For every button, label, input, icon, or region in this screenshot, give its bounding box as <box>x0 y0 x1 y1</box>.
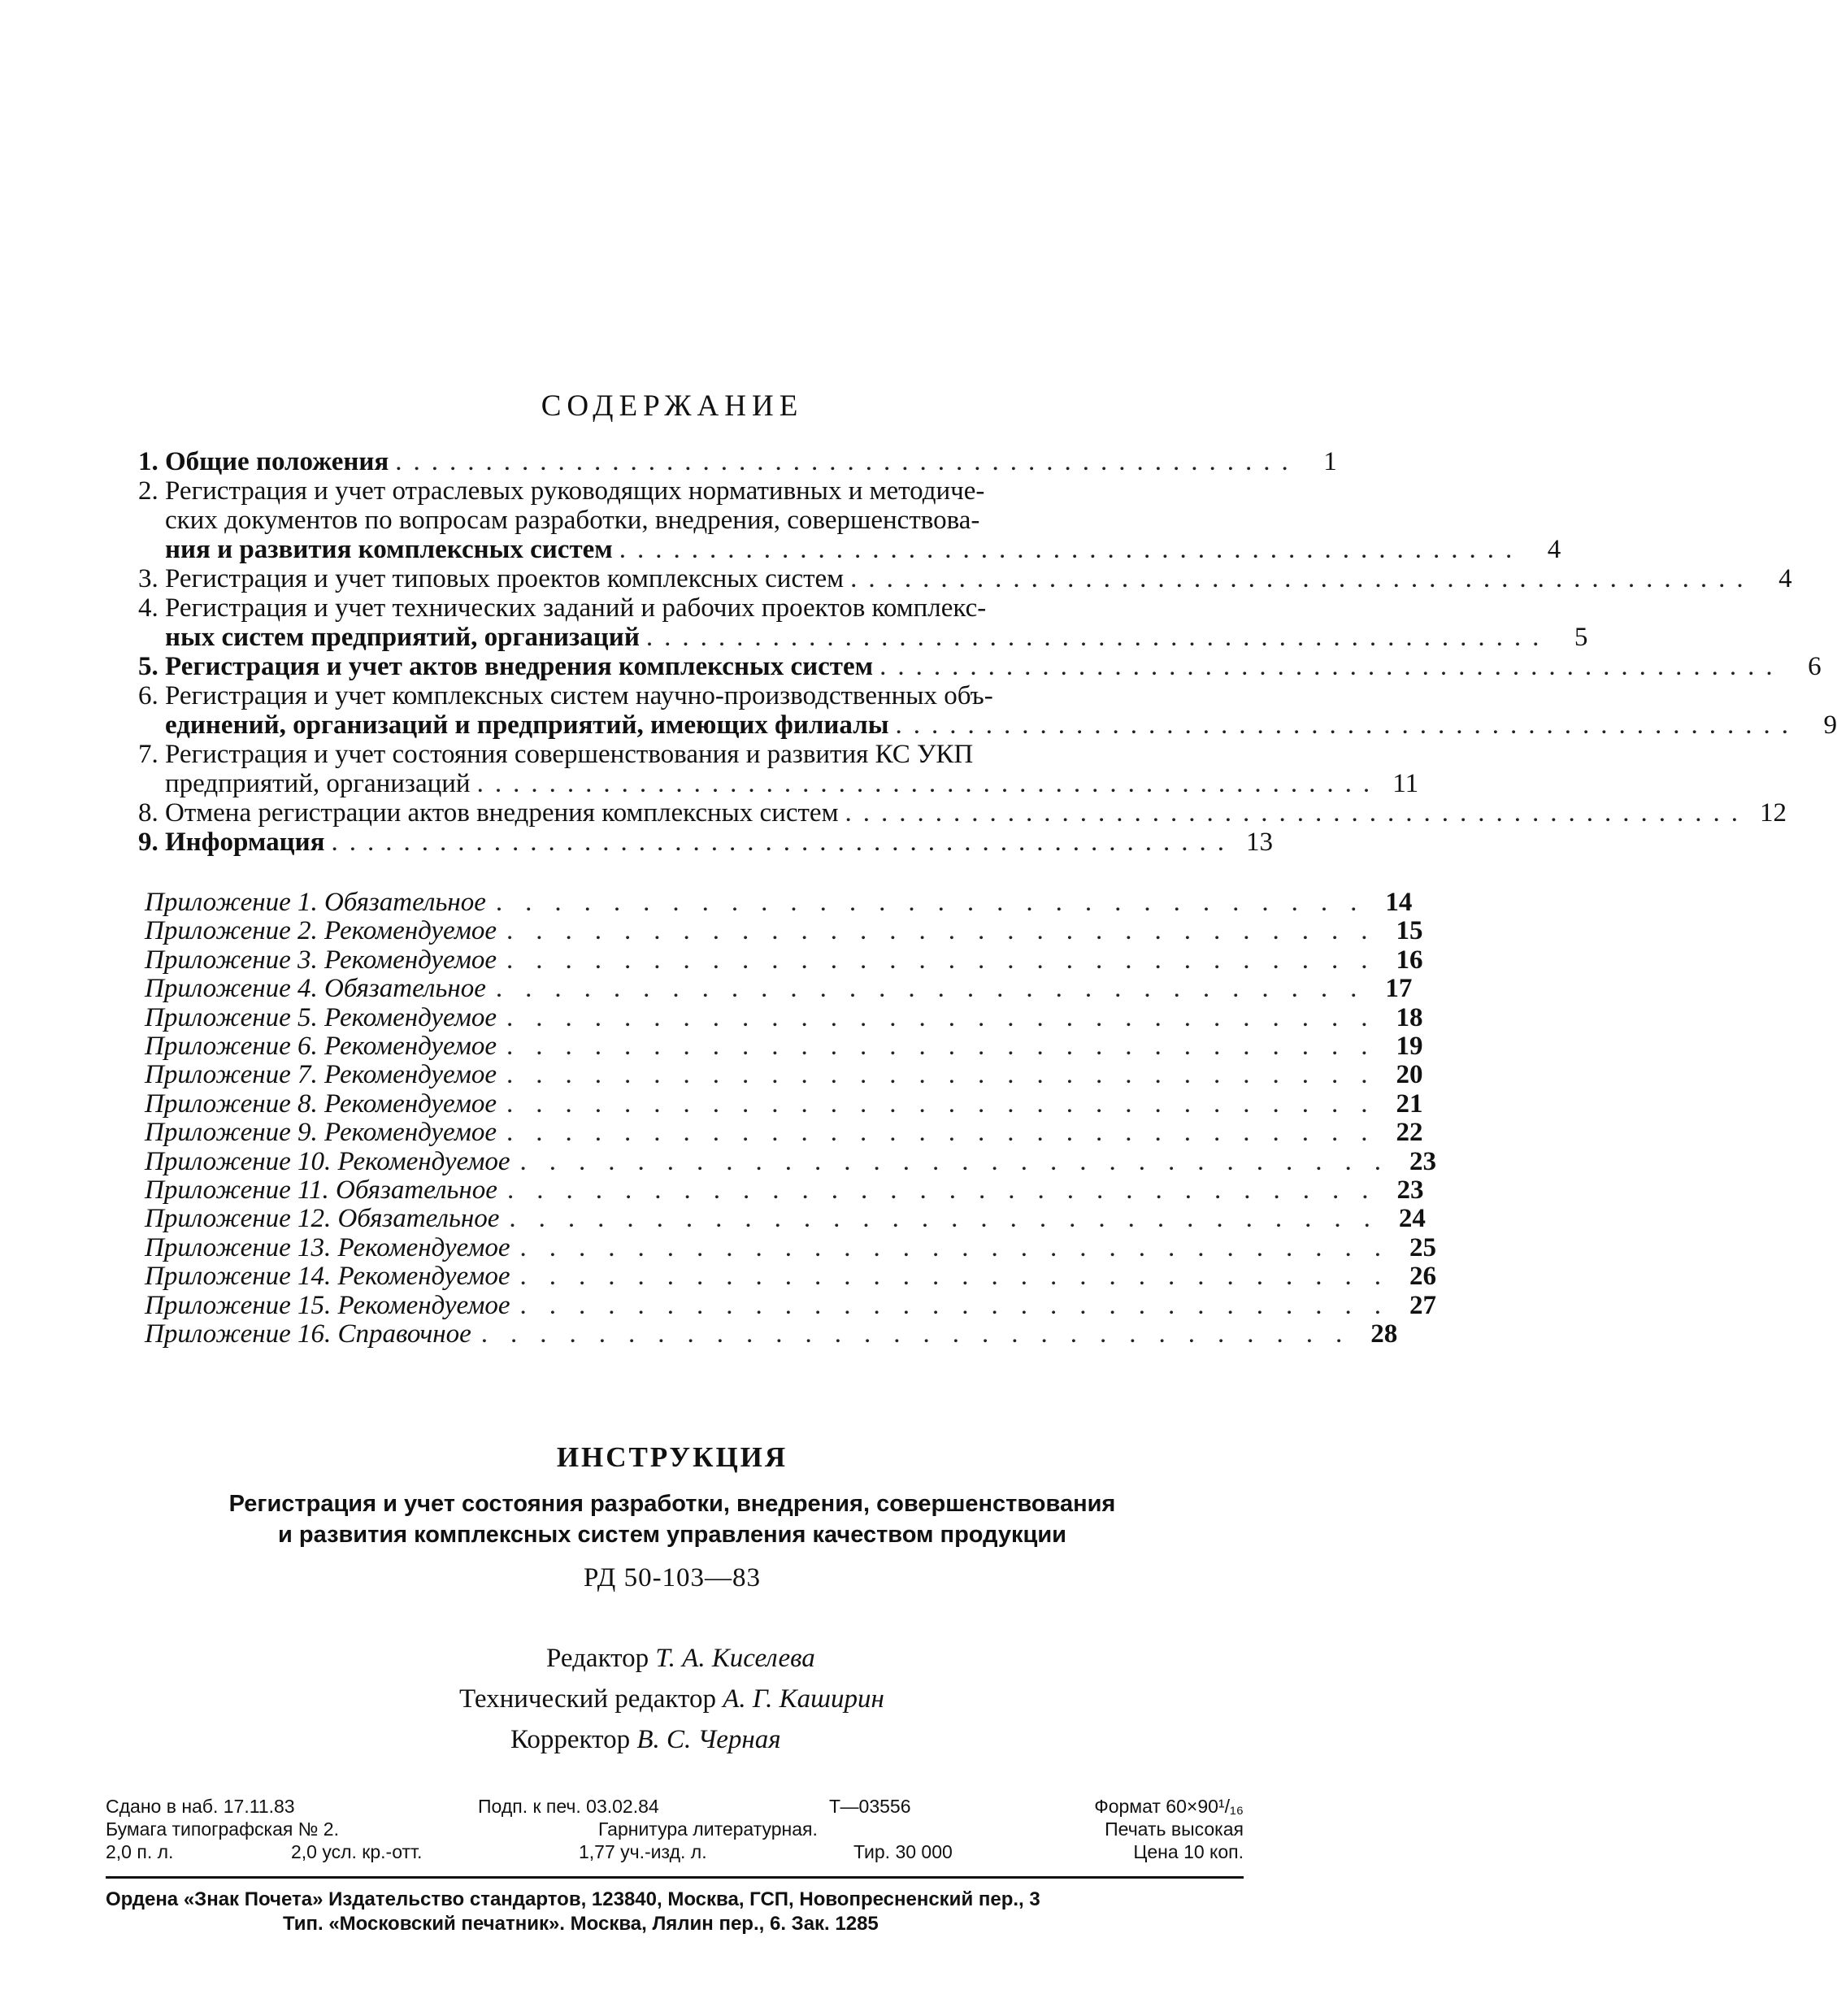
appendix-label: Приложение 12. Обязательное <box>145 1204 500 1234</box>
appendix-page: 20 <box>1396 1060 1423 1090</box>
table-of-contents <box>138 447 1837 857</box>
instruction-title: ИНСТРУКЦИЯ <box>556 1441 788 1473</box>
toc-item: 2. Регистрация и учет отраслевых руководящих нормативных и методиче- ских документов по вопросам разработки, внедрения, совершенствова- ния и развития комплексных систем .................................................. 4 <box>138 476 1561 564</box>
appendix-label: Приложение 11. Обязательное <box>145 1175 497 1206</box>
appendix-page: 27 <box>1409 1290 1437 1320</box>
toc-item-number: 7. <box>138 740 159 769</box>
publisher-line: Ордена «Знак Почета» Издательство стандартов, 123840, Москва, ГСП, Новопресненский пер., 3 <box>106 1888 1040 1910</box>
corrector-name: В. С. Черная <box>636 1725 781 1754</box>
editor-credit <box>546 1638 815 1679</box>
toc-item-text: Регистрация и учет комплексных систем научно-производственных объ- <box>165 681 993 710</box>
appendix-item: Приложение 8. Рекомендуемое .............................. 21 <box>145 1088 1423 1119</box>
toc-item-text: предприятий, организаций <box>165 769 471 798</box>
instruction-subtitle-line: и развития комплексных систем управления качеством продукции <box>277 1522 1067 1548</box>
toc-item: 7. Регистрация и учет состояния совершенствования и развития КС УКП предприятий, организаций .................................................. 11 <box>138 740 1419 798</box>
toc-item-text: Регистрация и учет состояния совершенствования и развития КС УКП <box>165 740 974 769</box>
appendix-item: Приложение 13. Рекомендуемое .............................. 25 <box>145 1232 1437 1262</box>
appendix-page: 28 <box>1370 1319 1398 1349</box>
appendix-label: Приложение 6. Рекомендуемое <box>145 1032 497 1062</box>
imprint-row <box>106 1818 1244 1840</box>
toc-item-text: ных систем предприятий, организаций <box>165 623 640 652</box>
appendix-page: 25 <box>1409 1232 1437 1262</box>
appendix-item: Приложение 4. Обязательное .............................. 17 <box>145 974 1413 1004</box>
toc-item-page: 13 <box>1246 828 1274 857</box>
appendix-page: 21 <box>1396 1088 1423 1119</box>
tech-editor-credit <box>459 1679 884 1719</box>
imprint-cell: Печать высокая <box>1105 1818 1244 1840</box>
appendix-item: Приложение 7. Рекомендуемое .............................. 20 <box>145 1060 1423 1090</box>
appendix-page: 23 <box>1409 1146 1437 1176</box>
toc-item: 6. Регистрация и учет комплексных систем научно-производственных объ- единений, организаций и предприятий, имеющих филиалы .................................................. 9 <box>138 681 1837 740</box>
toc-item-page: 12 <box>1759 798 1787 828</box>
toc-item-text: Регистрация и учет актов внедрения комплексных систем <box>165 652 874 681</box>
appendix-item: Приложение 12. Обязательное .............................. 24 <box>145 1204 1426 1234</box>
appendix-page: 19 <box>1396 1032 1423 1062</box>
printer-line: Тип. «Московский печатник». Москва, Лялин пер., 6. Зак. 1285 <box>283 1913 879 1935</box>
imprint-cell: 2,0 п. л. <box>106 1841 174 1862</box>
appendix-item: Приложение 5. Рекомендуемое .............................. 18 <box>145 1002 1423 1032</box>
appendix-page: 24 <box>1398 1204 1426 1234</box>
imprint-block <box>106 1795 1244 1863</box>
toc-item-page: 9 <box>1823 710 1837 740</box>
toc-item-text: Информация <box>165 828 325 857</box>
editor-name: Т. А. Киселева <box>655 1644 815 1673</box>
appendix-item: Приложение 9. Рекомендуемое .............................. 22 <box>145 1118 1423 1148</box>
appendix-label: Приложение 15. Рекомендуемое <box>145 1290 510 1320</box>
toc-item-text: Регистрация и учет отраслевых руководящих нормативных и методиче- <box>165 476 985 506</box>
appendix-item: Приложение 3. Рекомендуемое .............................. 16 <box>145 945 1423 975</box>
toc-item: 1. Общие положения .................................................. 1 <box>138 447 1337 476</box>
instruction-subtitle-line: Регистрация и учет состояния разработки, внедрения, совершенствования <box>228 1491 1116 1517</box>
appendix-label: Приложение 14. Рекомендуемое <box>145 1262 510 1292</box>
toc-item-number: 6. <box>138 681 159 710</box>
toc-item-text: Регистрация и учет технических заданий и рабочих проектов комплекс- <box>165 593 987 623</box>
imprint-cell: Подп. к печ. 03.02.84 <box>478 1796 659 1817</box>
toc-item-page: 4 <box>1547 535 1561 564</box>
toc-item-number: 3. <box>138 564 159 593</box>
appendix-label: Приложение 3. Рекомендуемое <box>145 945 497 975</box>
appendix-item: Приложение 1. Обязательное .............................. 14 <box>145 888 1413 917</box>
toc-item: 8. Отмена регистрации актов внедрения комплексных систем .................................................. 12 <box>138 798 1787 828</box>
appendix-label: Приложение 1. Обязательное <box>145 888 486 917</box>
toc-item: 5. Регистрация и учет актов внедрения комплексных систем .................................................. 6 <box>138 652 1822 681</box>
toc-title: СОДЕРЖАНИЕ <box>541 389 804 423</box>
imprint-cell: Цена 10 коп. <box>1133 1841 1244 1862</box>
appendix-label: Приложение 13. Рекомендуемое <box>145 1232 510 1262</box>
toc-item-text: ния и развития комплексных систем <box>165 535 613 564</box>
tech-editor-name: А. Г. Каширин <box>723 1684 884 1714</box>
appendix-item: Приложение 2. Рекомендуемое .............................. 15 <box>145 916 1423 946</box>
corrector-credit <box>510 1719 781 1760</box>
instruction-subtitle <box>0 1488 1344 1550</box>
toc-item-text: Отмена регистрации актов внедрения комплексных систем <box>165 798 839 828</box>
appendix-item: Приложение 10. Рекомендуемое .............................. 23 <box>145 1146 1437 1176</box>
imprint-cell: Формат 60×90¹/₁₆ <box>1094 1796 1244 1817</box>
document-code: РД 50-103—83 <box>583 1563 762 1592</box>
appendix-label: Приложение 4. Обязательное <box>145 974 486 1004</box>
toc-item: 4. Регистрация и учет технических заданий и рабочих проектов комплекс- ных систем предприятий, организаций .................................................. 5 <box>138 593 1588 652</box>
appendix-label: Приложение 10. Рекомендуемое <box>145 1146 510 1176</box>
appendix-page: 18 <box>1396 1002 1423 1032</box>
appendix-list <box>145 888 1437 1349</box>
toc-item-text: Общие положения <box>165 447 389 476</box>
publisher-footer <box>106 1888 1244 1936</box>
toc-item-page: 11 <box>1392 769 1419 798</box>
toc-item: 3. Регистрация и учет типовых проектов комплексных систем .................................................. 4 <box>138 564 1792 593</box>
appendix-page: 17 <box>1385 974 1413 1004</box>
toc-item-number: 5. <box>138 652 159 681</box>
appendix-label: Приложение 5. Рекомендуемое <box>145 1002 497 1032</box>
instruction-block <box>0 1441 1344 1593</box>
appendix-label: Приложение 9. Рекомендуемое <box>145 1118 497 1148</box>
appendix-item: Приложение 15. Рекомендуемое .............................. 27 <box>145 1290 1437 1320</box>
appendix-label: Приложение 2. Рекомендуемое <box>145 916 497 946</box>
imprint-cell: Сдано в наб. 17.11.83 <box>106 1796 295 1817</box>
toc-item-number: 8. <box>138 798 159 828</box>
appendix-page: 15 <box>1396 916 1423 946</box>
appendix-label: Приложение 7. Рекомендуемое <box>145 1060 497 1090</box>
toc-item-page: 4 <box>1778 564 1792 593</box>
appendix-label: Приложение 16. Справочное <box>145 1319 471 1349</box>
imprint-cell: Гарнитура литературная. <box>598 1818 818 1840</box>
corrector-role: Корректор <box>510 1725 631 1754</box>
toc-item-text: Регистрация и учет типовых проектов комплексных систем <box>165 564 845 593</box>
appendix-item: Приложение 6. Рекомендуемое .............................. 19 <box>145 1032 1423 1062</box>
footer-divider <box>106 1876 1244 1879</box>
appendix-label: Приложение 8. Рекомендуемое <box>145 1088 497 1119</box>
toc-item-text: ских документов по вопросам разработки, внедрения, совершенствова- <box>165 506 980 535</box>
appendix-page: 23 <box>1396 1175 1424 1206</box>
imprint-row <box>106 1840 1244 1863</box>
appendix-item: Приложение 11. Обязательное .............................. 23 <box>145 1175 1424 1206</box>
appendix-item: Приложение 14. Рекомендуемое .............................. 26 <box>145 1262 1437 1292</box>
toc-item-number: 4. <box>138 593 159 623</box>
toc-item-page: 6 <box>1808 652 1822 681</box>
toc-item-page: 1 <box>1323 447 1337 476</box>
editor-role: Редактор <box>546 1644 649 1673</box>
appendix-item: Приложение 16. Справочное .............................. 28 <box>145 1319 1398 1349</box>
imprint-cell: Т—03556 <box>829 1796 911 1817</box>
imprint-row <box>106 1795 1244 1818</box>
toc-item: 9. Информация .................................................. 13 <box>138 828 1274 857</box>
toc-item-number: 9. <box>138 828 159 857</box>
toc-item-number: 1. <box>138 447 159 476</box>
imprint-cell: 1,77 уч.-изд. л. <box>579 1841 707 1862</box>
appendix-page: 16 <box>1396 945 1423 975</box>
imprint-cell: Тир. 30 000 <box>853 1841 953 1862</box>
toc-item-page: 5 <box>1574 623 1588 652</box>
toc-item-text: единений, организаций и предприятий, имеющих филиалы <box>165 710 889 740</box>
imprint-cell: Бумага типографская № 2. <box>106 1818 339 1840</box>
appendix-page: 26 <box>1409 1262 1437 1292</box>
tech-editor-role: Технический редактор <box>459 1684 716 1714</box>
imprint-cell: 2,0 усл. кр.-отт. <box>291 1841 423 1862</box>
toc-item-number: 2. <box>138 476 159 506</box>
appendix-page: 14 <box>1385 888 1413 917</box>
appendix-page: 22 <box>1396 1118 1423 1148</box>
